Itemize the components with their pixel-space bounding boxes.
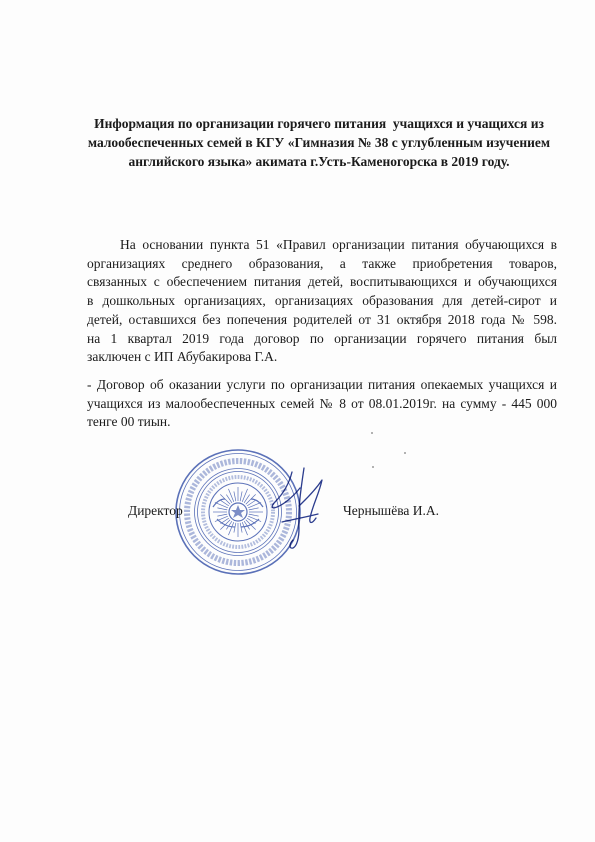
paragraph-line: связанных с обеспечением питания детей, воспитывающихся и обучающихся [87,274,557,290]
seal-ray [228,489,233,502]
scan-mark [404,452,406,454]
title-line: Информация по организации горячего питания учащихся и учащихся из [94,116,544,131]
seal-ray [234,491,236,501]
seal-ray [215,516,228,521]
signatory-name: Чернышёва И.А. [343,503,440,518]
seal-ray [240,523,242,533]
seal-ray [234,523,236,533]
paragraph-line: в дошкольных организациях, организациях образования для детей-сирот и [87,293,557,309]
title-line: английского языка» акимата г.Усть-Каменогорска в 2019 году. [128,154,510,169]
signatory-position: Директор [128,503,183,518]
scan-mark [372,466,374,468]
handwritten-signature-icon [262,462,334,554]
paragraph-basis [87,236,557,367]
paragraph-line: на 1 квартал 2019 года договор по организации горячего питания был [87,330,557,346]
paragraph-line: организациях среднего образования, а также приобретения товаров, [87,255,557,271]
seal-ray [242,489,247,502]
paragraph-line: тенге 00 тиын. [87,414,171,429]
paragraph-line: детей, оставшихся без попечения родителей от 31 октября 2018 года № 598. [87,311,557,327]
paragraph-contract [87,376,557,432]
paragraph-line: - Договор об оказании услуги по организации питания опекаемых учащихся и [87,377,557,392]
paragraph-line: заключен с ИП Абубакирова Г.А. [87,349,278,365]
seal-ray [249,508,259,510]
seal-ray [217,514,227,516]
seal-ray [228,522,233,535]
seal-ray [249,514,259,516]
scan-mark [371,432,373,434]
seal-ray [217,508,227,510]
seal-ray [248,516,261,521]
paragraph-line: учащихся из малообеспеченных семей № 8 от 08.01.2019г. на сумму - 445 000 [87,395,557,411]
title-line: малообеспеченных семей в КГУ «Гимназия № 38 с углубленным изучением [87,135,551,150]
seal-ray [240,491,242,501]
paragraph-line: На основании пункта 51 «Правил организации питания обучающихся в [120,237,557,252]
document-title [80,114,558,171]
seal-ray [242,522,247,535]
